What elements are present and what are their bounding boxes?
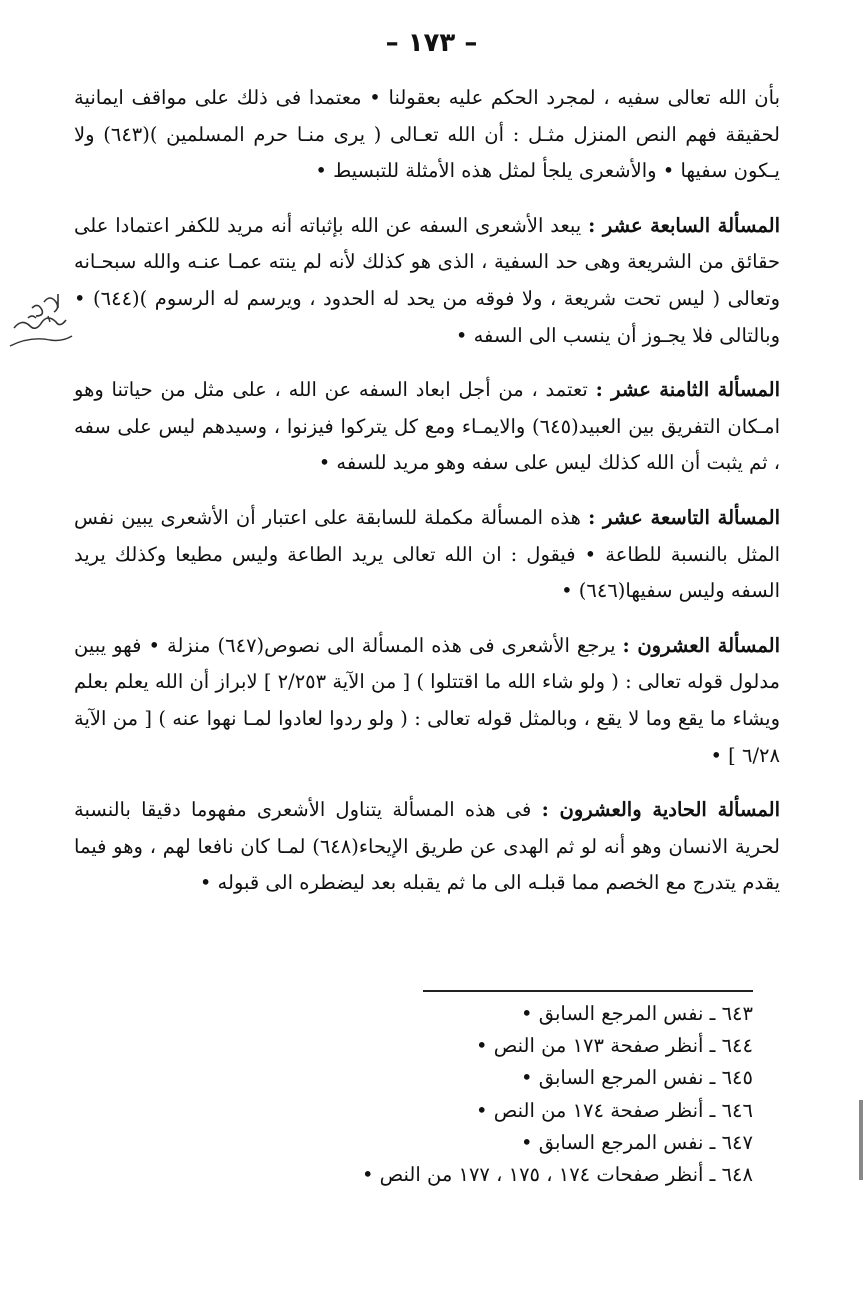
footnote-643: ٦٤٣ ـ نفس المرجع السابق • (521, 1002, 753, 1025)
paragraph-question-17 (74, 208, 780, 354)
footnote-644: ٦٤٤ ـ أنظر صفحة ١٧٣ من النص • (476, 1034, 753, 1058)
paragraph-body: بأن الله تعالى سفيه ، لمجرد الحكم عليه بعقولنا • معتمدا فى ذلك على مواقف ايمانية لحقيقة فهم النص المنزل مثـل : أن الله تعـالى ( يرى منـا حرم المسلمين )(٦٤٣) ولا يـكون سفيها • والأشعرى يلجأ لمثل هذه الأمثلة للتبسيط • (74, 86, 780, 183)
footnote-646: ٦٤٦ ـ أنظر صفحة ١٧٤ من النص • (476, 1098, 753, 1122)
paragraph-heading: المسألة الحادية والعشرون : (541, 798, 780, 822)
paragraph-body: تعتمد ، من أجل ابعاد السفه عن الله ، على مثل من حياتنا وهو امـكان التفريق بين العبيد(٦٤٥) والايمـاء ومع كل يتركوا فيزنوا ، وسيدهم ليس على سفه ، ثم يثبت أن الله كذلك ليس على سفه وهو مريد للسفه • (74, 378, 781, 475)
footnote-645: ٦٤٥ ـ نفس المرجع السابق • (521, 1066, 753, 1090)
paragraph-heading: المسألة السابعة عشر : (588, 213, 780, 237)
paragraph-heading: المسألة الثامنة عشر : (595, 378, 780, 402)
paragraph-intro (74, 80, 780, 190)
main-text (74, 80, 780, 920)
paragraph-body: يرجع الأشعرى فى هذه المسألة الى نصوص(٦٤٧) منزلة • فهو يبين مدلول قوله تعالى : ( ولو شاء الله ما اقتتلوا ) [ من الآية ٢/٢٥٣ ] لابراز أن الله يعلم بعلم ويشاء ما يقع وما لا يقع ، وبالمثل قوله تعالى : ( ولو ردوا لعادوا لمـا نهوا عنه ) [ من الآية ٦/٢٨ ] • (74, 633, 781, 767)
handwriting-scribble-icon (8, 288, 74, 368)
paragraph-body: هذه المسألة مكملة للسابقة على اعتبار أن الأشعرى يبين نفس المثل بالنسبة للطاعة • فيقول : ان الله تعالى يريد الطاعة وليس مطيعا وكذلك يريد السفه وليس سفيها(٦٤٦) • (74, 505, 780, 603)
scan-edge-mark (859, 1100, 863, 1180)
paragraph-question-19 (74, 500, 780, 610)
page-number: – ١٧٣ – (385, 28, 478, 58)
footnote-648: ٦٤٨ ـ أنظر صفحات ١٧٤ ، ١٧٥ ، ١٧٧ من النص • (361, 1163, 753, 1187)
paragraph-body: يبعد الأشعرى السفه عن الله بإثباته أنه مريد للكفر اعتمادا على حقائق من الشريعة وهى حد السفية ، الذى هو كذلك لأنه لم ينته عمـا عنـه والله سبحـانه وتعالى ( ليس تحت شريعة ، ولا فوقه من يحد له الحدود ، ويرسم له الرسوم )(٦٤٤) • وبالتالى فلا يجـوز أن ينسب الى السفه • (74, 213, 781, 347)
paragraph-heading: المسألة العشرون : (622, 633, 781, 657)
paragraph-heading: المسألة التاسعة عشر : (588, 505, 781, 529)
paragraph-question-18 (74, 372, 780, 482)
paragraph-question-20 (74, 628, 780, 774)
handwritten-margin-note (8, 288, 74, 368)
footnote-647: ٦٤٧ ـ نفس المرجع السابق • (521, 1130, 753, 1154)
paragraph-body: فى هذه المسألة يتناول الأشعرى مفهوما دقيقا بالنسبة لحرية الانسان وهو أنه لو ثم الهدى عن طريق الإيحاء(٦٤٨) لمـا كان نافعا لهم ، وهو فيما يقدم يتدرج مع الخصم مما قبلـه الى ما ثم يقبله بعد ليضطره الى قبوله • (74, 798, 780, 895)
footnotes (361, 990, 753, 1191)
paragraph-question-21 (74, 792, 780, 902)
